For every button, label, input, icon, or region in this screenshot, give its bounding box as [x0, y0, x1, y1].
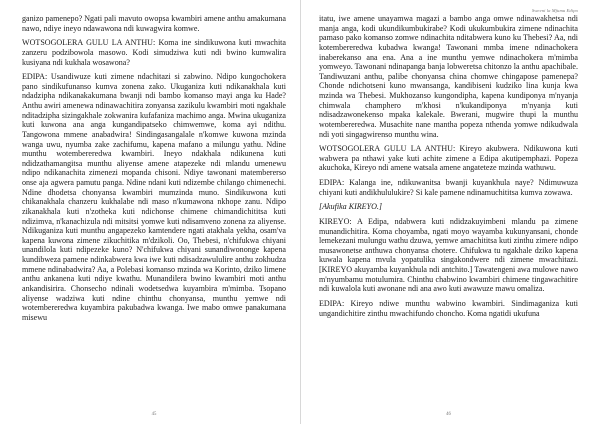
page-number-left: 45 — [151, 412, 157, 417]
paragraph: WOTSOGOLERA GULU LA ANTHU: Koma ine sindikuwona kuti mwachita zanzeru podzibowola masowo. Kodi simudziwa kuti ndi bwino kumwalira kusiyana ndi kukhala wosawona? — [22, 38, 286, 67]
paragraph: WOTSOGOLERA GULU LA ANTHU: Kireyo akubwera. Ndikuwona kuti wabwera pa nthawi yake kuti achite zimene a Edipa akutipemphazi. Popeza akuchoka, Kireyo ndi amene watsala amene angateteze mzinda wathuwu. — [319, 144, 578, 173]
right-page-body — [319, 14, 578, 318]
left-page-body — [22, 14, 286, 322]
running-head-left — [22, 7, 286, 14]
paragraph: EDIPA: Usandiwuze kuti zimene ndachitazi si zabwino. Ndipo kungochokera pano sindikufunanso kumva zonena zako. Ukuganiza kuti ndikanakhala kuti ndadzipha ndikanakakumana bwanji ndi bambo komanso mayi anga ku Hade? Anthu awiri amenewa ndinawachitira zonyansa zazikulu kwambiri moti ngakhale nditadzipha sizingakhale zokwanira kufafaniza machimo anga. Mwina ukuganiza kuti kuwona ana anga kungandipatseko chimwemwe, koma ayi ndithu. Tangowona mmene anabadwira! Sindingasangalale n'komwe kuwona mzinda wanga uwu, nyumba zake zachifumu, kapena mafano a milungu yathu. Ndine munthu wotembereredwa kwambiri. Ineyo ndakhala ndikunena kuti ndidzathamangitsa munthu aliyense amene atapezeke ndi mlandu umenewu ndipo ndikanachita zimenezi mopanda chisoni. Ndiye tawonani matembererso onse aja agwera pamutu panga. Ndine ndani kuti ndizembe chilango chimenechi. Ndine dhodetsa chonyansa kwambiri mumzinda muno. Sindikuwona kuti chikanakhala chanzeru kukhalabe ndi maso n'kumawona nkhope zanu. Ndipo zikanakhala kuti n'zotheka kuti ndichonse chimene chimandichititsa kuti ndizimva, n'kanachizula ndi mitsitsi yomwe kuti ndisamveno zonena za aliyense. Ndikuganiza kuti munthu angapezeko kamtendere ngati atakhala yekha, osam'va kapena kuwona zimene zikuchitika m'dzikoli. Oo, Thebesi, n'chifukwa chiyani unandilola kuti ndipezeke kuno? N'chifukwa chiyani sunandiwononge kapena kundibweza pamene ndinkabwera kwa iwe kuti ndisadzawululire anthu zokhudza mmene ndinabadwira? Aa, a Polebasi komanso mzinda wa Korinto, dziko limene anthu ankanena kuti ndiye kwathu. Munandilera bwino kwambiri moti anthu ankandisirira. Chonsecho ndinali wodetsedwa kuyambira m'mimba. Tsopano aliyense wadziwa kuti ndine chinthu chonyansa, munthu yemwe ndi wotembereredwa kuyambira pakubadwa kwanga. Iwe mabo omwe panakumana misewu — [22, 72, 286, 322]
stage-direction: [Akufika KIREYO.] — [319, 202, 383, 212]
paragraph: ganizo pamenepo? Ngati pali mavuto owopsa kwambiri amene anthu amakumana nawo, ndiye ineyo ndawawona ndi kuwagwira komwe. — [22, 14, 286, 33]
right-page — [300, 0, 600, 424]
page-number-right: 46 — [446, 412, 451, 417]
running-head-right: Sweeni la Mfumu Edipo — [531, 8, 578, 13]
paragraph: EDIPA: Kireyo ndiwe munthu wabwino kwambiri. Sindimaganiza kuti ungandichitire zinthu mwachifundo choncho. Koma ngatidi ukufuna — [319, 298, 578, 318]
paragraph: EDIPA: Kalanga ine, ndikuwanitsa bwanji kuyankhula naye? Ndimuwuza chiyani kuti andikhululukire? Si kale pamene ndinamuchititsa kumva zowawa. — [319, 178, 578, 197]
paragraph: itatu, iwe amene unayamwa magazi a bambo anga omwe ndinawakhetsa ndi manja anga, kodi ukundikumbukirabe? Kodi ukukumbukira zimene ndinachita pamaso pako komanso zomwe ndinachita nditabwera kuno ku Thebesi? Aa, ndi kotembereredwa kubadwa kwanga! Tawonani mmba imene ndinachokera inaberekanso ana ena. Ana a ine munthu yemwe ndinachokera m'mimba yomweyo. Tawonani ndinapanga banja lobweretsa chitonzo la anthu apachibale. Tandiwuzani anthu, palibe chonyansa china chomwe chingapose pamenepa? Chonde ndichotseni kuno mwansanga, kandibiseni kudziko lina kunja kwa mzinda wa Thebesi. Mukhozanso kungondipha, kapena kundiponya m'nyanja chimwala champhero m'khosi n'kukandiponya m'nyanja kuti ndisadzawonekenso mpaka kalekale. Bwerani, mugwire thupi la munthu wotembereredwa. Musachite nane mantha popeza nthenda yomwe ndikudwala ndi yoti singagwirenso munthu wina. — [319, 14, 578, 139]
paragraph: KIREYO: A Edipa, ndabwera kuti ndidzakuyimbeni mlandu pa zimene munandichitira. Koma choyamba, ngati moyo wayamba kukunyansani, chonde lemekezani mulungu wathu dzuwa, yemwe amachititsa kuti zinthu zimere ndipo musawonetse anthuwa chonyansa chotere. Chifukwa tu ngakhale dziko kapena kuwala kapena mvula yopatulika singakondwere ndi zimene mwachitazi. [KIREYO akuyamba kuyankhula ndi antchito.] Tawatengeni awa mulowe nawo m'nyumbamu motulumira. Chinthu chabwino kwambiri chimene tingawachitire ndi kuwalola kuti awonane ndi ana awo kuti awawuze mawu omaliza. — [319, 216, 578, 294]
